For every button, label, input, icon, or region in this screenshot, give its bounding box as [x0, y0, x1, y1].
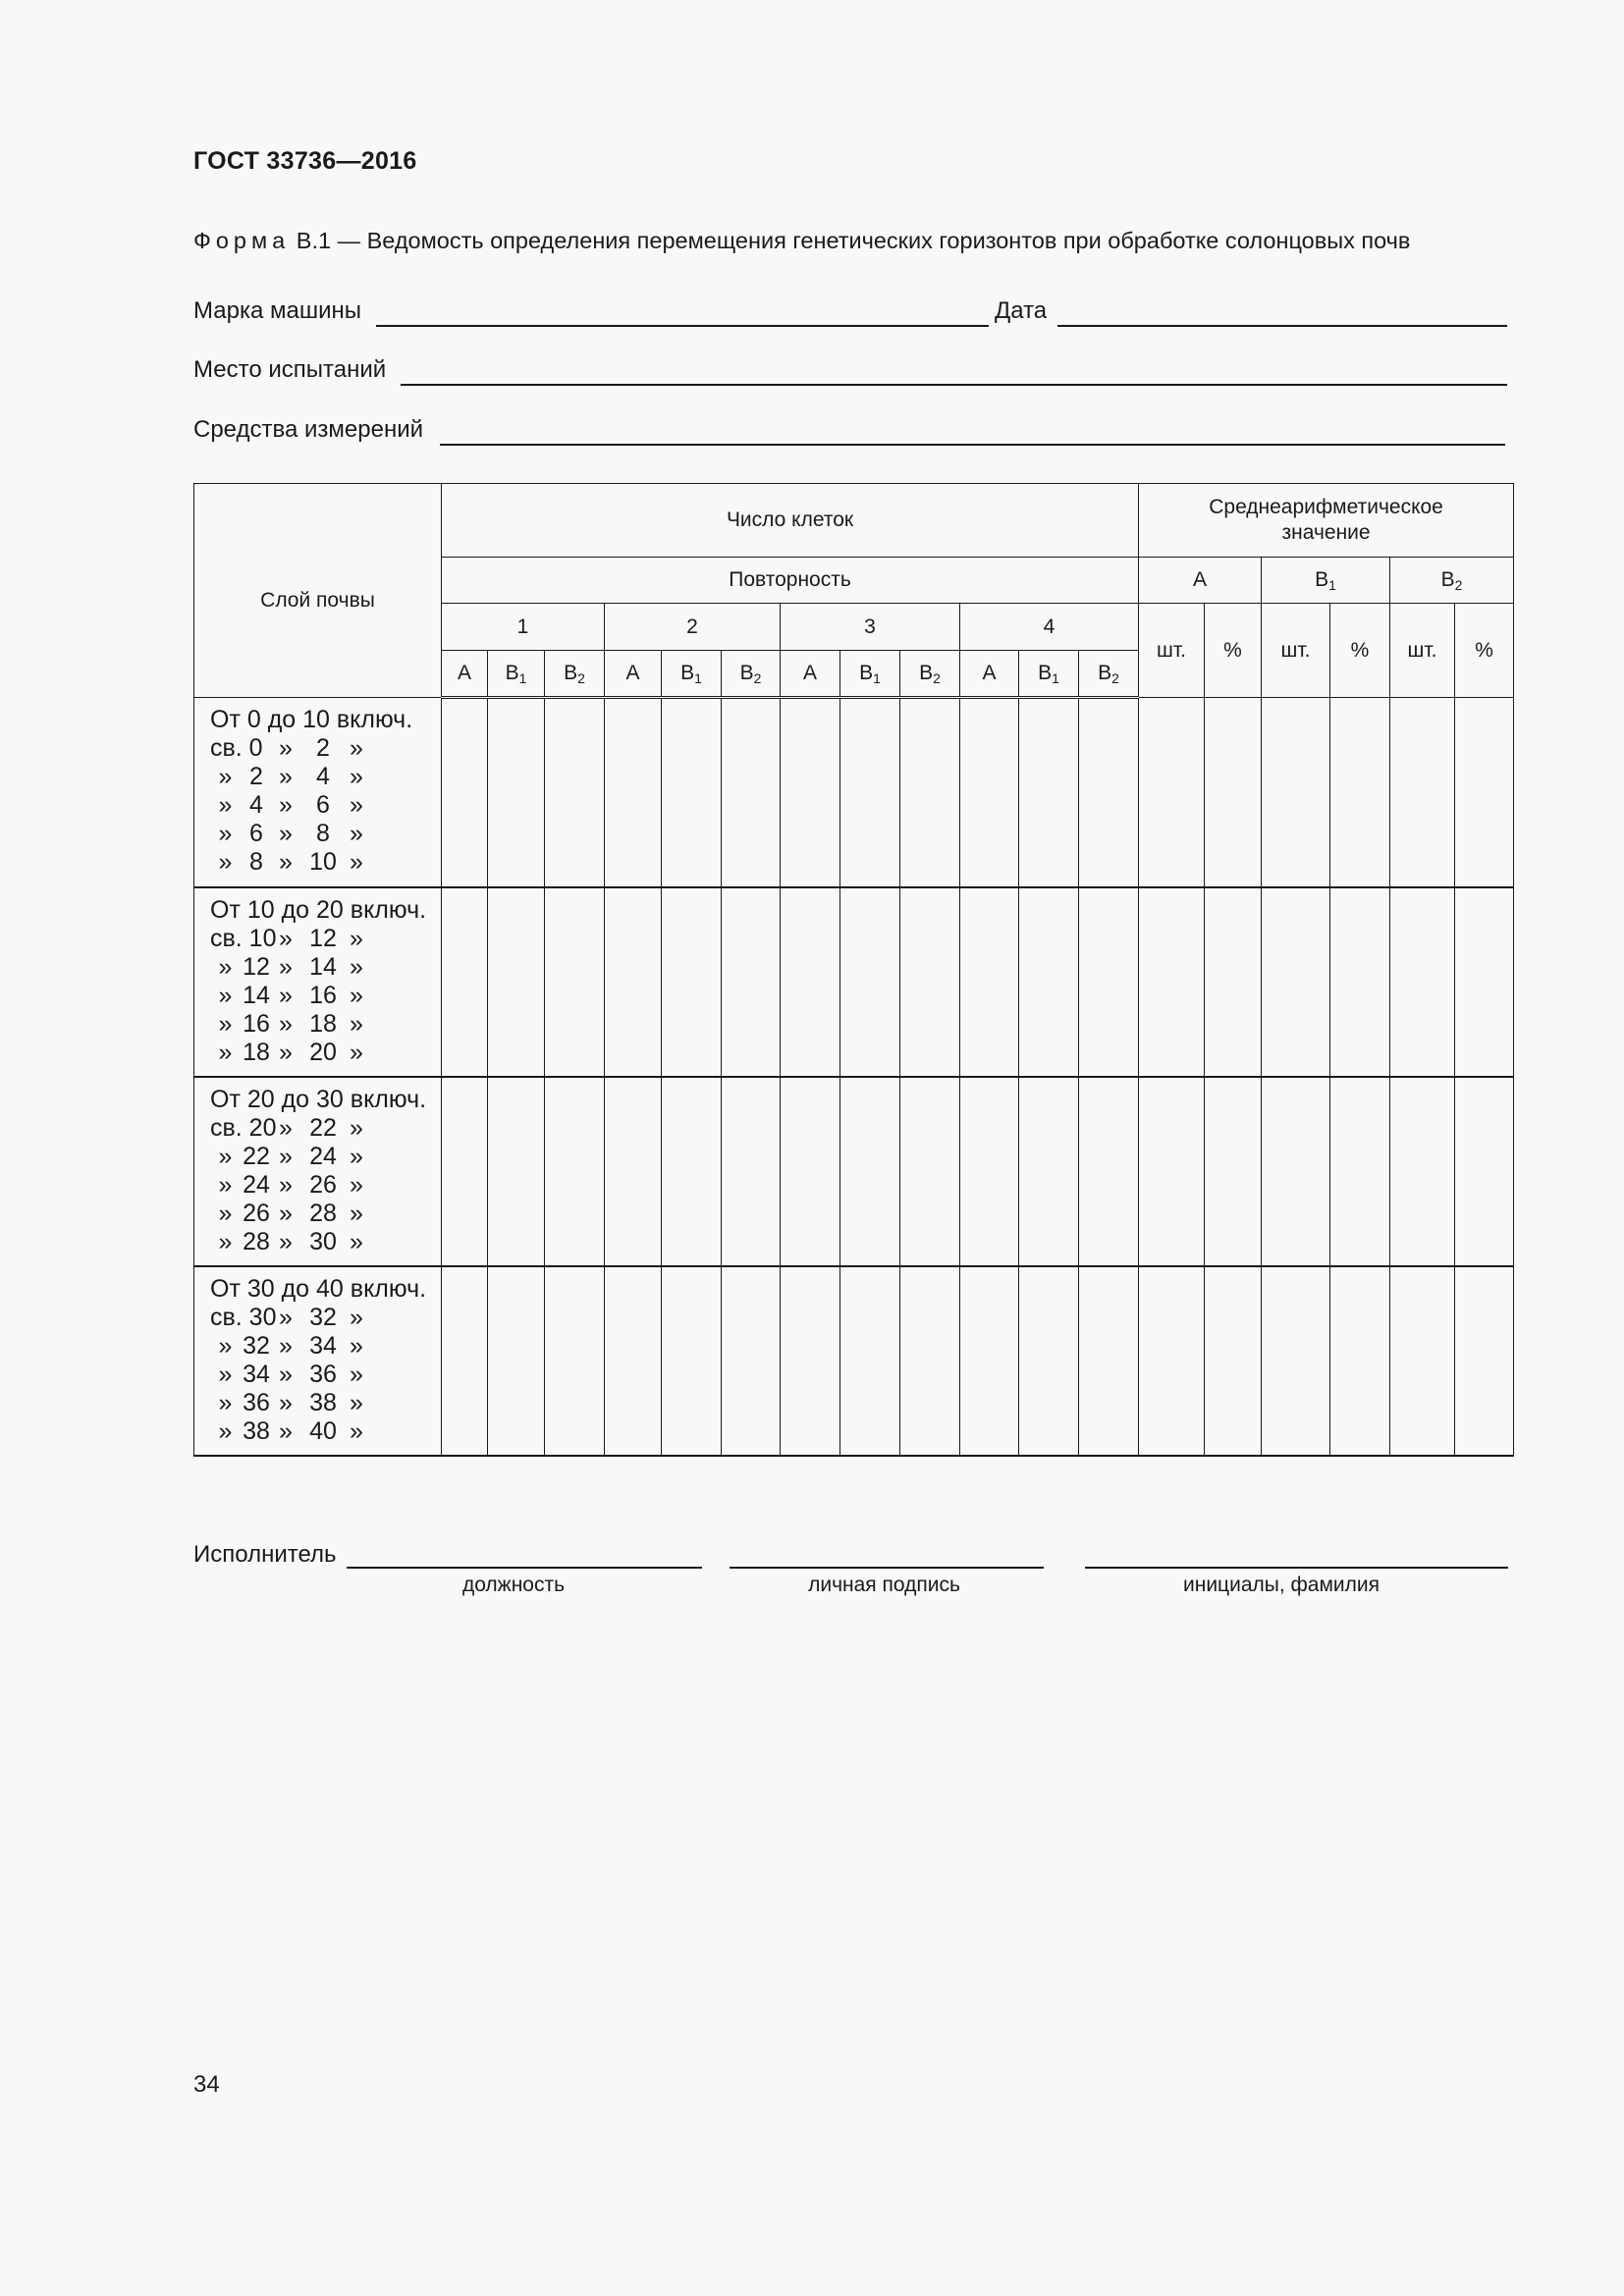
position-field[interactable] [347, 1567, 702, 1569]
mean-b2-pct: % [1455, 604, 1514, 698]
data-cell[interactable] [488, 1266, 545, 1456]
data-cell[interactable] [840, 698, 900, 887]
col-b2: $В_2$ [545, 651, 605, 698]
data-cell[interactable] [545, 698, 605, 887]
layer-range-part: » [218, 848, 233, 877]
layer-range-line [210, 763, 441, 791]
layer-range-part: 34 [309, 1331, 337, 1360]
data-cell[interactable] [605, 1266, 662, 1456]
position-caption: должность [461, 1574, 566, 1596]
layer-range-part: 2 [249, 763, 263, 791]
data-cell[interactable] [1019, 1077, 1079, 1266]
layer-range-part: св. 30 [210, 1303, 277, 1331]
data-cell[interactable] [1455, 1077, 1514, 1266]
data-cell[interactable] [722, 698, 781, 887]
machine-brand-label: Марка машины [193, 297, 362, 324]
layer-range-part: » [279, 924, 293, 952]
data-cell[interactable] [545, 1077, 605, 1266]
layer-range-part: » [350, 820, 363, 848]
col-a: А [605, 651, 662, 698]
layer-range-part: 30 [309, 1227, 337, 1255]
layer-range-part: 22 [243, 1142, 270, 1170]
data-cell[interactable] [1390, 887, 1455, 1077]
data-cell[interactable] [722, 1266, 781, 1456]
data-cell[interactable] [960, 698, 1019, 887]
form-title [193, 228, 1410, 254]
layer-range-part: 14 [309, 952, 337, 981]
data-cell[interactable] [722, 1077, 781, 1266]
data-cell[interactable] [1019, 1266, 1079, 1456]
layer-range-part: » [279, 848, 293, 877]
layer-range-part: » [218, 952, 233, 981]
data-cell[interactable] [1262, 887, 1330, 1077]
layer-range-part: » [218, 1227, 233, 1255]
data-cell[interactable] [722, 887, 781, 1077]
col-b2: $В_2$ [722, 651, 781, 698]
name-field[interactable] [1085, 1567, 1508, 1569]
repeat-2-header: 2 [605, 604, 781, 651]
data-cell[interactable] [900, 698, 960, 887]
layer-range-text: От 20 до 30 включ. [210, 1085, 427, 1113]
data-cell[interactable] [605, 1077, 662, 1266]
data-cell[interactable] [662, 887, 722, 1077]
layer-range-part: » [350, 1360, 363, 1388]
layer-range-part: » [279, 1416, 293, 1445]
data-cell[interactable] [1079, 1077, 1139, 1266]
layer-range-part: 8 [316, 820, 330, 848]
layer-range-part: св. 10 [210, 924, 277, 952]
layer-range-line [210, 1143, 441, 1171]
layer-range-line [210, 1086, 441, 1114]
layer-range-part: 4 [249, 791, 263, 820]
layer-range-text: От 30 до 40 включ. [210, 1274, 427, 1303]
data-cell[interactable] [781, 1077, 840, 1266]
layer-range-part: 28 [243, 1227, 270, 1255]
layer-range-part: 36 [309, 1360, 337, 1388]
data-cell[interactable] [442, 1266, 488, 1456]
mean-b1-pct: % [1330, 604, 1390, 698]
measurement-tools-label: Средства измерений [193, 416, 424, 443]
layer-range-part: » [350, 1170, 363, 1199]
measurement-tools-field[interactable] [440, 444, 1505, 446]
mean-a-pct: % [1205, 604, 1262, 698]
layer-range-cell [194, 698, 442, 887]
layer-range-part: 28 [309, 1199, 337, 1227]
data-cell[interactable] [605, 698, 662, 887]
data-cell[interactable] [1019, 698, 1079, 887]
layer-range-part: » [279, 763, 293, 791]
data-cell[interactable] [1205, 887, 1262, 1077]
layer-range-cell [194, 1266, 442, 1456]
layer-range-part: » [350, 791, 363, 820]
data-cell[interactable] [781, 1266, 840, 1456]
layer-range-line [210, 820, 441, 848]
layer-range-part: » [218, 1331, 233, 1360]
layer-range-part: » [279, 1227, 293, 1255]
data-cell[interactable] [900, 887, 960, 1077]
layer-range-part: » [279, 1009, 293, 1038]
data-cell[interactable] [960, 1077, 1019, 1266]
layer-range-part: » [218, 1038, 233, 1066]
layer-range-part: » [350, 1303, 363, 1331]
layer-group-row [194, 887, 1514, 1077]
layer-range-text: От 0 до 10 включ. [210, 706, 413, 734]
repeat-4-header: 4 [960, 604, 1139, 651]
layer-group-row [194, 1266, 1514, 1456]
data-cell[interactable] [1390, 1077, 1455, 1266]
layer-range-part: 40 [309, 1416, 337, 1445]
machine-brand-field[interactable] [376, 325, 989, 327]
layer-range-line [210, 1417, 441, 1446]
name-caption: инициалы, фамилия [1183, 1574, 1380, 1596]
layer-range-part: » [279, 820, 293, 848]
col-a: А [781, 651, 840, 698]
data-cell[interactable] [781, 698, 840, 887]
data-cell[interactable] [1079, 1266, 1139, 1456]
data-cell[interactable] [960, 1266, 1019, 1456]
data-cell[interactable] [1262, 1077, 1330, 1266]
layer-range-line [210, 706, 441, 734]
data-cell[interactable] [1262, 698, 1330, 887]
layer-range-line [210, 925, 441, 953]
layer-range-part: » [218, 1142, 233, 1170]
repeat-1-header: 1 [442, 604, 605, 651]
layer-range-part: » [218, 820, 233, 848]
layer-range-part: » [279, 1303, 293, 1331]
layer-range-line [210, 1010, 441, 1039]
data-cell[interactable] [1455, 887, 1514, 1077]
col-a: А [442, 651, 488, 698]
test-place-field[interactable] [401, 384, 1507, 386]
data-cell[interactable] [1139, 887, 1205, 1077]
layer-range-part: » [279, 1388, 293, 1416]
data-cell[interactable] [1139, 1266, 1205, 1456]
layer-range-part: 18 [309, 1009, 337, 1038]
layer-range-part: » [279, 734, 293, 763]
layer-range-part: 24 [309, 1142, 337, 1170]
col-b1: $В_1$ [488, 651, 545, 698]
layer-range-part: 38 [243, 1416, 270, 1445]
data-cell[interactable] [1139, 698, 1205, 887]
layer-range-line [210, 791, 441, 820]
data-cell[interactable] [442, 1077, 488, 1266]
layer-range-part: 12 [309, 924, 337, 952]
layer-range-part: 32 [309, 1303, 337, 1331]
mean-b1-pcs: шт. [1262, 604, 1330, 698]
data-cell[interactable] [1330, 1077, 1390, 1266]
data-cell[interactable] [605, 887, 662, 1077]
layer-range-part: 32 [243, 1331, 270, 1360]
layer-range-part: » [279, 791, 293, 820]
layer-range-part: » [279, 1142, 293, 1170]
header-cells-count: Число клеток [442, 484, 1139, 558]
layer-range-part: » [350, 1227, 363, 1255]
layer-range-line [210, 1275, 441, 1304]
layer-range-part: 6 [249, 820, 263, 848]
layer-range-part: » [218, 763, 233, 791]
layer-range-part: » [279, 1113, 293, 1142]
data-cell[interactable] [1205, 698, 1262, 887]
data-cell[interactable] [1455, 1266, 1514, 1456]
layer-group-row [194, 698, 1514, 887]
layer-range-part: 24 [243, 1170, 270, 1199]
layer-range-part: » [279, 1038, 293, 1066]
standard-header: ГОСТ 33736—2016 [193, 147, 417, 175]
data-cell[interactable] [1330, 887, 1390, 1077]
form-title-text: В.1 — Ведомость определения перемещения генетических горизонтов при обработке солонцовых почв [296, 228, 1411, 253]
data-cell[interactable] [840, 887, 900, 1077]
layer-range-cell [194, 1077, 442, 1266]
layer-range-part: 4 [316, 763, 330, 791]
layer-range-part: » [218, 1170, 233, 1199]
layer-range-part: » [350, 1038, 363, 1066]
layer-range-part: » [218, 1360, 233, 1388]
layer-range-line [210, 1228, 441, 1256]
col-b1: $В_1$ [662, 651, 722, 698]
data-cell[interactable] [442, 698, 488, 887]
data-cell[interactable] [1205, 1077, 1262, 1266]
layer-range-part: » [279, 952, 293, 981]
layer-range-part: » [218, 981, 233, 1009]
layer-range-part: » [350, 1416, 363, 1445]
layer-range-line [210, 848, 441, 877]
layer-range-text: От 10 до 20 включ. [210, 895, 427, 924]
layer-range-part: » [350, 1199, 363, 1227]
layer-range-part: 36 [243, 1388, 270, 1416]
col-b2: $В_2$ [1079, 651, 1139, 698]
repeat-3-header: 3 [781, 604, 960, 651]
data-cell[interactable] [1139, 1077, 1205, 1266]
layer-range-line [210, 1200, 441, 1228]
layer-range-part: 12 [243, 952, 270, 981]
layer-range-part: 8 [249, 848, 263, 877]
data-cell[interactable] [1390, 698, 1455, 887]
layer-range-part: 38 [309, 1388, 337, 1416]
layer-range-part: » [350, 981, 363, 1009]
layer-range-part: 16 [309, 981, 337, 1009]
data-cell[interactable] [840, 1266, 900, 1456]
layer-range-line [210, 734, 441, 763]
layer-range-part: » [279, 1331, 293, 1360]
data-cell[interactable] [488, 887, 545, 1077]
data-cell[interactable] [488, 1077, 545, 1266]
layer-range-part: » [350, 763, 363, 791]
signature-caption: личная подпись [808, 1574, 960, 1596]
layer-range-line [210, 1171, 441, 1200]
layer-range-part: 14 [243, 981, 270, 1009]
data-cell[interactable] [900, 1077, 960, 1266]
layer-range-line [210, 1114, 441, 1143]
layer-range-line [210, 1332, 441, 1361]
form-label: Форма [193, 228, 291, 253]
layer-range-line [210, 982, 441, 1010]
layer-range-part: » [279, 981, 293, 1009]
layer-range-line [210, 896, 441, 925]
layer-range-part: » [350, 1142, 363, 1170]
layer-range-part: » [350, 924, 363, 952]
data-cell[interactable] [781, 887, 840, 1077]
layer-range-part: 16 [243, 1009, 270, 1038]
layer-range-part: » [279, 1199, 293, 1227]
layer-range-part: 2 [316, 734, 330, 763]
data-cell[interactable] [488, 698, 545, 887]
layer-range-part: » [350, 848, 363, 877]
layer-range-part: » [218, 1199, 233, 1227]
mean-b1-header: $В_1$ [1262, 558, 1390, 604]
mean-b2-header: $В_2$ [1390, 558, 1514, 604]
data-cell[interactable] [1205, 1266, 1262, 1456]
data-cell[interactable] [1390, 1266, 1455, 1456]
data-cell[interactable] [1455, 698, 1514, 887]
data-cell[interactable] [960, 887, 1019, 1077]
layer-range-cell [194, 887, 442, 1077]
layer-range-part: » [350, 1331, 363, 1360]
header-repeat: Повторность [442, 558, 1139, 604]
data-cell[interactable] [900, 1266, 960, 1456]
survey-table [193, 483, 1514, 1457]
mean-a-pcs: шт. [1139, 604, 1205, 698]
data-cell[interactable] [442, 887, 488, 1077]
layer-range-line [210, 1039, 441, 1067]
mean-a-header: А [1139, 558, 1262, 604]
layer-range-part: 10 [309, 848, 337, 877]
layer-range-part: 20 [309, 1038, 337, 1066]
data-cell[interactable] [840, 1077, 900, 1266]
layer-range-line [210, 1389, 441, 1417]
layer-range-part: св. 0 [210, 734, 263, 763]
header-layer: Слой почвы [194, 484, 442, 698]
col-b2: $В_2$ [900, 651, 960, 698]
layer-range-part: » [218, 1416, 233, 1445]
layer-range-part: 22 [309, 1113, 337, 1142]
data-cell[interactable] [662, 698, 722, 887]
data-cell[interactable] [1330, 1266, 1390, 1456]
layer-range-part: » [350, 952, 363, 981]
layer-range-part: 34 [243, 1360, 270, 1388]
data-cell[interactable] [545, 887, 605, 1077]
page-number: 34 [193, 2071, 220, 2098]
mean-b2-pcs: шт. [1390, 604, 1455, 698]
data-cell[interactable] [1019, 887, 1079, 1077]
data-cell[interactable] [1262, 1266, 1330, 1456]
col-b1: $В_1$ [840, 651, 900, 698]
data-cell[interactable] [1330, 698, 1390, 887]
layer-range-line [210, 1361, 441, 1389]
layer-range-part: » [218, 1009, 233, 1038]
layer-range-part: » [279, 1170, 293, 1199]
data-cell[interactable] [545, 1266, 605, 1456]
layer-range-line [210, 1304, 441, 1332]
date-field[interactable] [1057, 325, 1507, 327]
layer-range-part: 26 [309, 1170, 337, 1199]
layer-range-part: » [350, 1388, 363, 1416]
signature-field[interactable] [730, 1567, 1044, 1569]
layer-group-row [194, 1077, 1514, 1266]
col-a: А [960, 651, 1019, 698]
layer-range-part: » [279, 1360, 293, 1388]
data-cell[interactable] [662, 1077, 722, 1266]
layer-range-part: 18 [243, 1038, 270, 1066]
layer-range-part: » [218, 1388, 233, 1416]
layer-range-part: » [350, 1009, 363, 1038]
date-label: Дата [995, 297, 1048, 324]
test-place-label: Место испытаний [193, 356, 387, 383]
layer-range-part: 26 [243, 1199, 270, 1227]
layer-range-part: » [350, 1113, 363, 1142]
data-cell[interactable] [662, 1266, 722, 1456]
layer-range-part: » [218, 791, 233, 820]
data-cell[interactable] [1079, 887, 1139, 1077]
layer-range-part: 6 [316, 791, 330, 820]
layer-range-part: » [350, 734, 363, 763]
header-mean-value: Среднеарифметическое значение [1139, 484, 1514, 558]
layer-range-line [210, 953, 441, 982]
layer-range-part: св. 20 [210, 1113, 277, 1142]
col-b1: $В_1$ [1019, 651, 1079, 698]
data-cell[interactable] [1079, 698, 1139, 887]
executor-label: Исполнитель [193, 1541, 337, 1568]
